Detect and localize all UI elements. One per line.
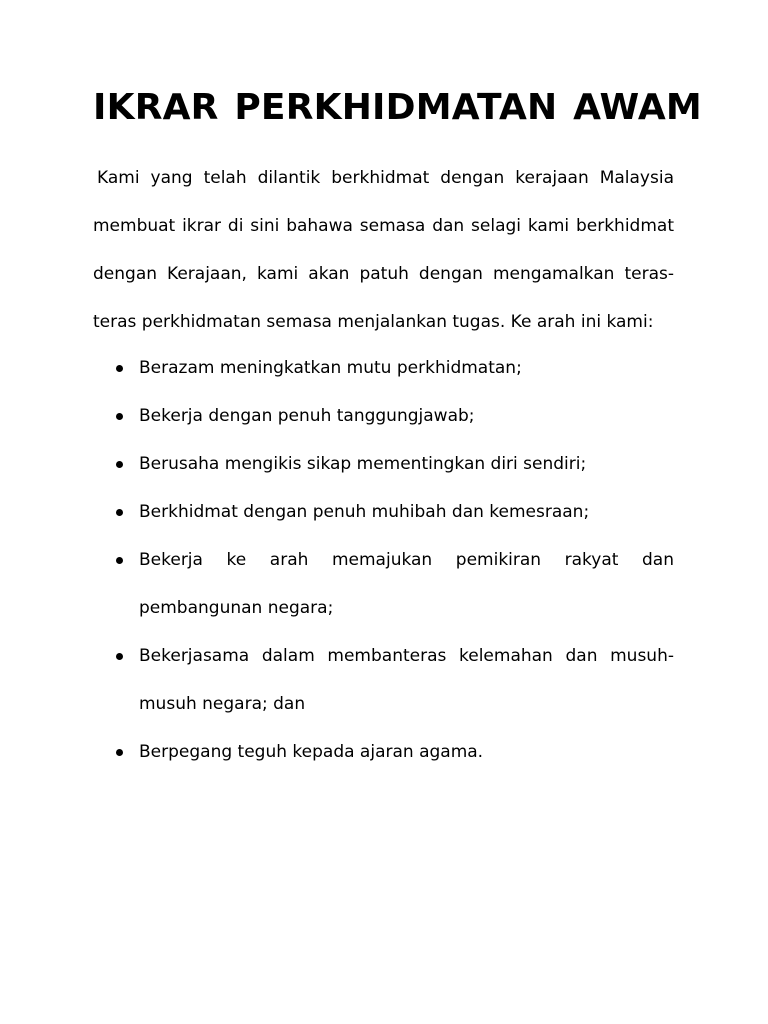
bullet-icon (116, 461, 123, 468)
list-item (139, 728, 674, 776)
list-item (139, 440, 674, 488)
list-item-text: Bekerja dengan penuh tanggungjawab; (139, 406, 475, 426)
intro-paragraph: Kami yang telah dilantik berkhidmat dengan kerajaan Malaysia membuat ikrar di sini bahawa semasa dan selagi kami berkhidmat dengan Kerajaan, kami akan patuh dengan mengamalkan teras-teras perkhidmatan semasa menjalankan tugas. Ke arah ini kami: (93, 168, 674, 332)
bullet-icon (116, 653, 123, 660)
list-item-text: Berusaha mengikis sikap mementingkan diri sendiri; (139, 454, 587, 474)
list-item-text: Berkhidmat dengan penuh muhibah dan kemesraan; (139, 502, 590, 522)
list-item (139, 536, 674, 632)
list-item (139, 632, 674, 728)
bullet-icon (116, 413, 123, 420)
bullet-icon (116, 557, 123, 564)
list-item-text: Berpegang teguh kepada ajaran agama. (139, 742, 484, 762)
list-item-text: Berazam meningkatkan mutu perkhidmatan; (139, 358, 522, 378)
document-title: IKRAR PERKHIDMATAN AWAM (93, 87, 702, 128)
pledge-list (139, 344, 674, 776)
bullet-icon (116, 365, 123, 372)
list-item (139, 344, 674, 392)
bullet-icon (116, 509, 123, 516)
list-item (139, 488, 674, 536)
list-item (139, 392, 674, 440)
list-item-text: Bekerjasama dalam membanteras kelemahan dan musuh-musuh negara; dan (139, 646, 674, 714)
list-item-text: Bekerja ke arah memajukan pemikiran rakyat dan pembangunan negara; (139, 550, 674, 618)
bullet-icon (116, 749, 123, 756)
